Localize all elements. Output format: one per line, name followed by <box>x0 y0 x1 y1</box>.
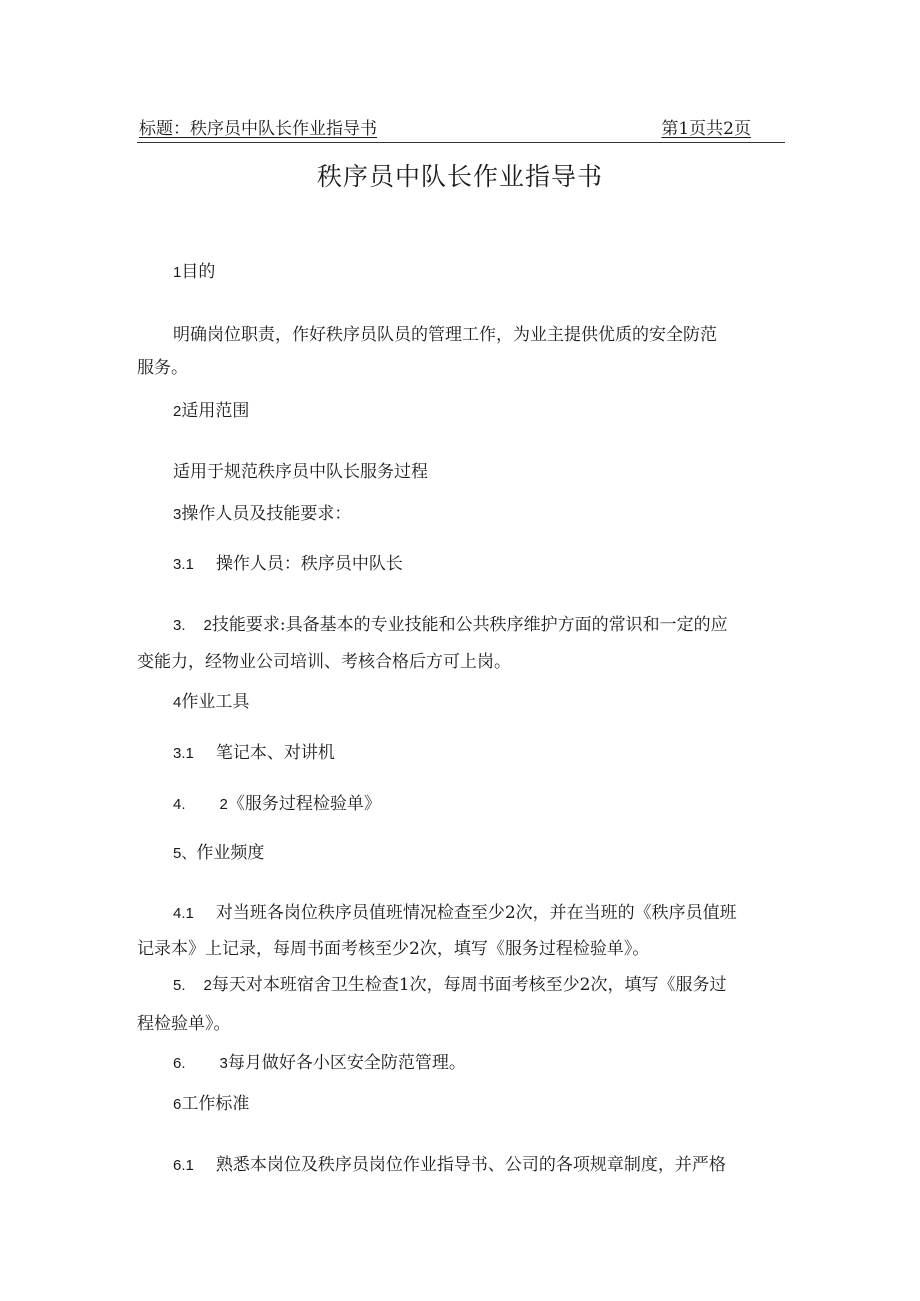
section-number: 2 <box>173 403 182 420</box>
section-title: 工作标准 <box>181 1094 250 1114</box>
subsection-6-1 <box>173 1153 726 1178</box>
paragraph-line: 变能力，经物业公司培训、考核合格后方可上岗。 <box>137 652 511 672</box>
paragraph-line: 适用于规范秩序员中队长服务过程 <box>173 462 428 482</box>
subsection-4-2 <box>173 792 381 817</box>
section-number: 5、 <box>173 845 197 862</box>
subsection-number-part: 2 <box>203 617 212 634</box>
subsection-text: 操作人员：秩序员中队长 <box>215 554 403 574</box>
subsection-number: 3.1 <box>173 745 194 762</box>
section-heading-6 <box>173 1092 249 1117</box>
section-title: 目的 <box>181 262 216 282</box>
subsection-number: 4. <box>173 796 186 813</box>
paragraph-line: 记录本》上记录，每周书面考核至少2次，填写《服务过程检验单》。 <box>137 939 650 959</box>
subsection-text: 熟悉本岗位及秩序员岗位作业指导书、公司的各项规章制度，并严格 <box>215 1155 726 1175</box>
subsection-text: 技能要求:具备基本的专业技能和公共秩序维护方面的常识和一定的应 <box>211 615 728 635</box>
paragraph-line: 服务。 <box>137 358 188 378</box>
section-title: 操作人员及技能要求： <box>181 504 352 524</box>
subsection-text: 《服务过程检验单》 <box>227 794 381 814</box>
section-number: 4 <box>173 694 182 711</box>
subsection-5-3 <box>173 1051 466 1076</box>
section-heading-3 <box>173 502 351 527</box>
subsection-text: 每天对本班宿舍卫生检查1次，每周书面考核至少2次，填写《服务过 <box>211 975 727 995</box>
header-title: 标题：秩序员中队长作业指导书 <box>139 119 377 139</box>
section-heading-2 <box>173 399 249 424</box>
subsection-3-2 <box>173 613 728 638</box>
subsection-3-1 <box>173 552 403 577</box>
subsection-number: 6. <box>173 1055 186 1072</box>
section-heading-1 <box>173 260 215 285</box>
subsection-number-part: 3 <box>219 1055 228 1072</box>
section-heading-5 <box>173 841 264 866</box>
subsection-text: 对当班各岗位秩序员值班情况检查至少2次，并在当班的《秩序员值班 <box>215 903 737 923</box>
paragraph-line: 程检验单》。 <box>137 1014 231 1034</box>
paragraph-line: 明确岗位职责，作好秩序员队员的管理工作，为业主提供优质的安全防范 <box>173 325 717 345</box>
subsection-text: 每月做好各小区安全防范管理。 <box>227 1053 466 1073</box>
subsection-number-part: 2 <box>219 796 228 813</box>
subsection-number: 6.1 <box>173 1157 194 1174</box>
subsection-number: 3. <box>173 617 186 634</box>
header-page-number: 第1页共2页 <box>661 119 751 139</box>
page-header <box>137 116 785 143</box>
subsection-number: 5. <box>173 977 186 994</box>
section-heading-4 <box>173 690 249 715</box>
section-title: 适用范围 <box>181 401 250 421</box>
subsection-text: 笔记本、对讲机 <box>215 743 335 763</box>
section-number: 3 <box>173 506 182 523</box>
subsection-5-1 <box>173 901 737 926</box>
section-title: 作业工具 <box>181 692 250 712</box>
section-title: 作业频度 <box>196 843 265 863</box>
subsection-4-1 <box>173 741 335 766</box>
section-number: 1 <box>173 264 182 281</box>
subsection-5-2 <box>173 973 727 998</box>
section-number: 6 <box>173 1096 182 1113</box>
subsection-number: 4.1 <box>173 905 194 922</box>
document-title: 秩序员中队长作业指导书 <box>316 162 603 191</box>
subsection-number: 3.1 <box>173 556 194 573</box>
subsection-number-part: 2 <box>203 977 212 994</box>
